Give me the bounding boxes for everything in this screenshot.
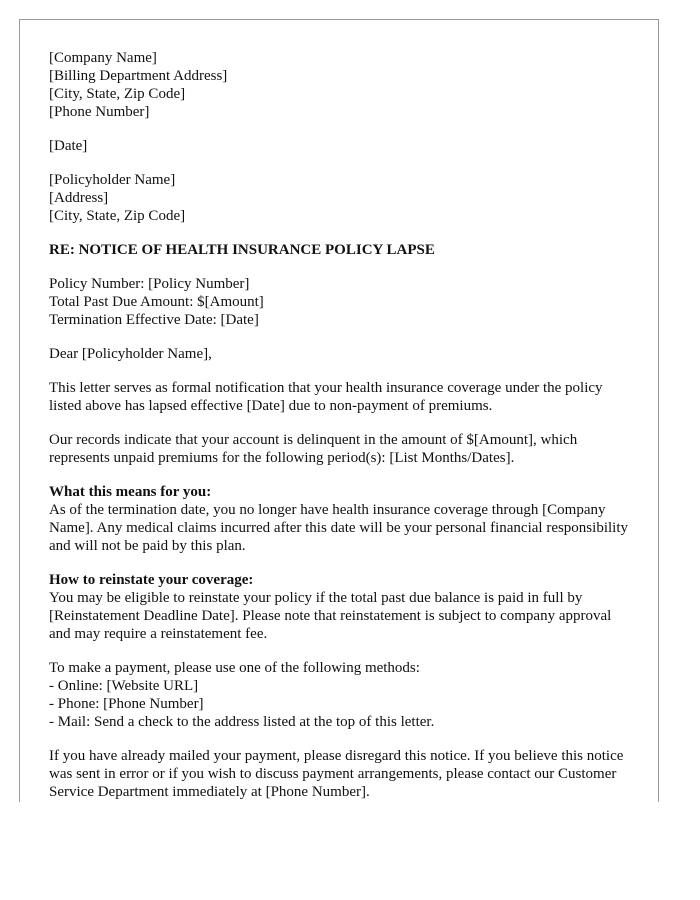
- meaning-heading: What this means for you:: [49, 484, 212, 500]
- closing-paragraph: If you have already mailed your payment, please disregard this notice. If you believe this notice was sent in error or if you wish to discuss payment arrangements, please contact our Customer Service Department immediately at [Phone Number].: [49, 748, 624, 800]
- sender-block: [49, 49, 629, 121]
- sender-address: [Billing Department Address]: [49, 68, 228, 84]
- sender-company-name: [Company Name]: [49, 50, 157, 66]
- termination-date: Termination Effective Date: [Date]: [49, 312, 259, 328]
- reinstate-section: [49, 571, 629, 643]
- reinstate-text: You may be eligible to reinstate your policy if the total past due balance is paid in full by [Reinstatement Deadline Date]. Please note that reinstatement is subject to company approval and may require a reinstatement fee.: [49, 590, 612, 642]
- intro-paragraph: This letter serves as formal notification that your health insurance coverage under the policy listed above has lapsed effective [Date] due to non-payment of premiums.: [49, 380, 603, 414]
- recipient-city-state-zip: [City, State, Zip Code]: [49, 208, 186, 224]
- subject-line: RE: NOTICE OF HEALTH INSURANCE POLICY LAPSE: [49, 242, 435, 258]
- recipient-block: [49, 171, 629, 225]
- recipient-name: [Policyholder Name]: [49, 172, 176, 188]
- meaning-text: As of the termination date, you no longer have health insurance coverage through [Company Name]. Any medical claims incurred after this date will be your personal financial responsibility and will not be paid by this plan.: [49, 502, 628, 554]
- payment-section: [49, 659, 629, 731]
- payment-method-online: - Online: [Website URL]: [49, 678, 199, 694]
- policy-info-block: [49, 275, 629, 329]
- payment-method-phone: - Phone: [Phone Number]: [49, 696, 204, 712]
- date-text: [Date]: [49, 138, 88, 154]
- recipient-address: [Address]: [49, 190, 109, 206]
- meaning-section: [49, 483, 629, 555]
- salutation: Dear [Policyholder Name],: [49, 346, 212, 362]
- payment-method-mail: - Mail: Send a check to the address listed at the top of this letter.: [49, 714, 435, 730]
- past-due-amount: Total Past Due Amount: $[Amount]: [49, 294, 264, 310]
- policy-number: Policy Number: [Policy Number]: [49, 276, 250, 292]
- sender-city-state-zip: [City, State, Zip Code]: [49, 86, 186, 102]
- sender-phone: [Phone Number]: [49, 104, 150, 120]
- payment-intro: To make a payment, please use one of the following methods:: [49, 660, 420, 676]
- reinstate-heading: How to reinstate your coverage:: [49, 572, 254, 588]
- letter-date: [49, 137, 629, 155]
- records-paragraph: Our records indicate that your account is delinquent in the amount of $[Amount], which represents unpaid premiums for the following period(s): [List Months/Dates].: [49, 432, 578, 466]
- letter-page: [19, 19, 659, 802]
